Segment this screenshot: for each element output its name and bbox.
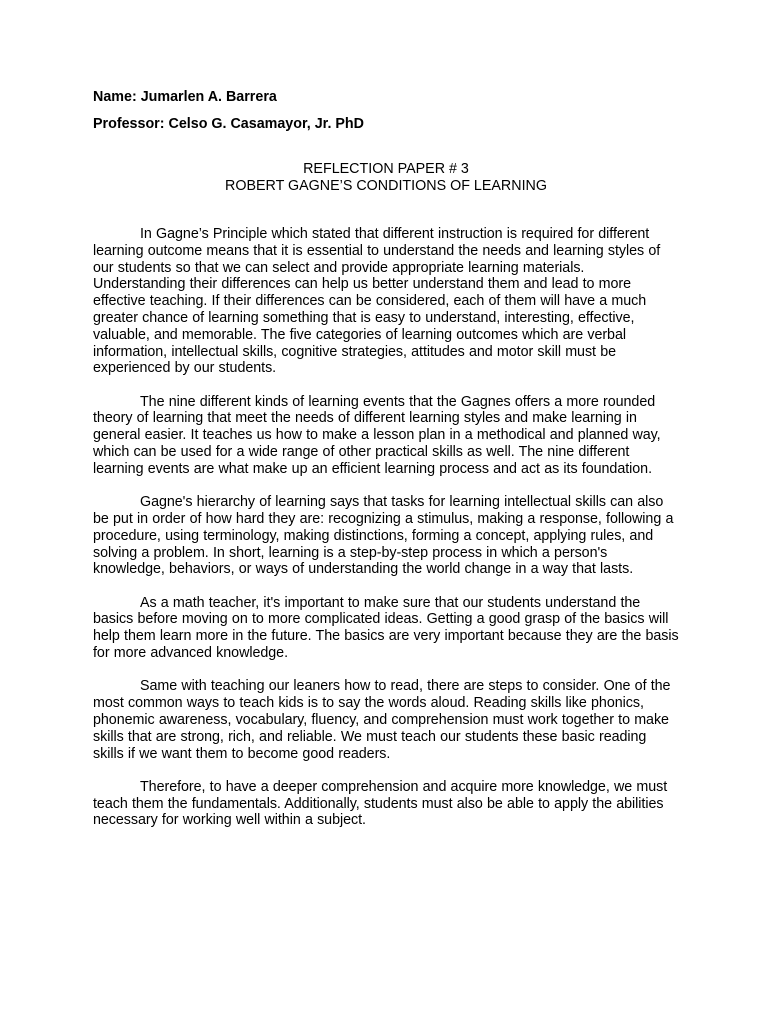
paper-title: ROBERT GAGNE’S CONDITIONS OF LEARNING	[225, 178, 547, 194]
document-page	[93, 87, 679, 846]
paragraph: As a math teacher, it's important to make sure that our students understand the basics before moving on to more complicated ideas. Getting a good grasp of the basics will help them learn more in the future. The basics are very important because they are the basis for more advanced knowledge.	[93, 594, 679, 662]
paragraph: Gagne's hierarchy of learning says that tasks for learning intellectual skills can also be put in order of how hard they are: recognizing a stimulus, making a response, following a procedure, using terminology, making distinctions, forming a concept, applying rules, and solving a problem. In short, learning is a step-by-step process in which a person's knowledge, behaviors, or ways of understanding the world change in a way that lasts.	[93, 494, 674, 578]
professor-label: Professor:	[93, 116, 165, 132]
professor-value: Celso G. Casamayor, Jr. PhD	[168, 116, 364, 132]
paragraph: In Gagne’s Principle which stated that different instruction is required for different learning outcome means that it is essential to understand the needs and learning styles of our students so that we can select and provide appropriate learning materials. Understanding their differences can help us better understand them and lead to more effective teaching. If their differences can be considered, each of them will have a much greater chance of learning something that is easy to understand, interesting, effective, valuable, and memorable. The five categories of learning outcomes which are verbal information, intellectual skills, cognitive strategies, attitudes and motor skill must be experienced by our students.	[93, 226, 661, 377]
name-line	[93, 87, 679, 107]
title-block	[93, 161, 679, 195]
paper-number: REFLECTION PAPER # 3	[303, 161, 469, 177]
name-label: Name:	[93, 89, 137, 105]
name-value: Jumarlen A. Barrera	[140, 89, 277, 105]
paragraph: Therefore, to have a deeper comprehension and acquire more knowledge, we must teach them the fundamentals. Additionally, students must also be able to apply the abilities necessary for working well within a subject.	[93, 778, 668, 829]
paragraph: Same with teaching our leaners how to read, there are steps to consider. One of the most common ways to teach kids is to say the words aloud. Reading skills like phonics, phonemic awareness, vocabulary, fluency, and comprehension must work together to make skills that are strong, rich, and reliable. We must teach our students these basic reading skills if we want them to become good readers.	[93, 678, 671, 762]
document-body	[93, 226, 679, 829]
professor-line	[93, 114, 679, 134]
paragraph: The nine different kinds of learning events that the Gagnes offers a more rounded theory of learning that meet the needs of different learning styles and make learning in general easier. It teaches us how to make a lesson plan in a methodical and planned way, which can be used for a wide range of other practical skills as well. The nine different learning events are what make up an efficient learning process and act as its foundation.	[93, 393, 661, 477]
